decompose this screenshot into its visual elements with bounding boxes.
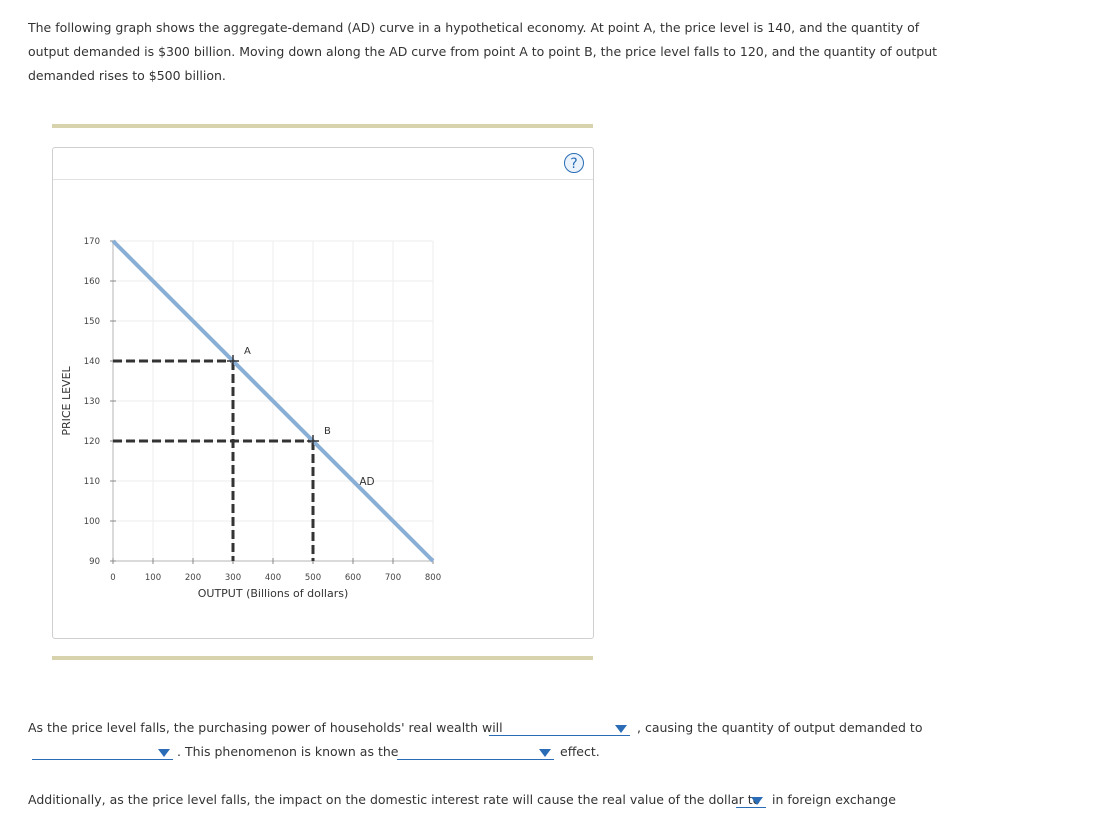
effect-name-dropdown[interactable] (397, 745, 554, 760)
x-tick-label: 200 (184, 573, 202, 583)
x-axis-title: OUTPUT (Billions of dollars) (197, 587, 349, 600)
point-a-label: A (244, 346, 251, 357)
x-tick-label: 300 (224, 573, 242, 583)
x-tick-label: 100 (144, 573, 162, 583)
y-axis-title: PRICE LEVEL (60, 366, 73, 436)
top-divider (52, 124, 593, 128)
x-tick-label: 700 (384, 573, 402, 583)
y-tick-label: 110 (83, 477, 100, 487)
question-line3-text: Additionally, as the price level falls, the impact on the domestic interest rate will cause the real value of the dollar to (28, 792, 761, 807)
output-change-dropdown[interactable] (32, 745, 173, 760)
ad-chart (53, 148, 593, 638)
x-tick-label: 800 (424, 573, 442, 583)
y-tick-label: 170 (83, 237, 100, 247)
y-tick-label: 150 (83, 317, 100, 327)
chevron-down-icon (615, 725, 627, 733)
question-line2-suffix: effect. (560, 744, 600, 759)
question-line2-text: . This phenomenon is known as the (177, 744, 399, 759)
ad-curve-label: AD (359, 476, 375, 488)
chevron-down-icon (539, 749, 551, 757)
wealth-change-dropdown[interactable] (489, 721, 630, 736)
bottom-divider (52, 656, 593, 660)
y-tick-label: 100 (83, 517, 100, 527)
x-tick-label: 500 (304, 573, 322, 583)
dollar-value-dropdown[interactable] (736, 793, 766, 808)
graph-panel (52, 147, 594, 639)
y-tick-label: 140 (83, 357, 100, 367)
y-tick-label: 90 (89, 557, 100, 567)
chevron-down-icon (751, 797, 763, 805)
question-line1-suffix: , causing the quantity of output demanded to (637, 720, 923, 735)
point-b-label: B (324, 426, 331, 437)
y-tick-label: 120 (83, 437, 100, 447)
intro-paragraph: The following graph shows the aggregate-demand (AD) curve in a hypothetical economy. At point A, the price level is 140, and the quantity of output demanded is $300 billion. Moving down along the AD curve from point A to point B, the price level falls to 120, and the quantity of output demanded rises to $500 billion. (28, 20, 938, 83)
x-tick-label: 0 (110, 573, 116, 583)
x-tick-label: 600 (344, 573, 362, 583)
y-tick-label: 130 (83, 397, 100, 407)
question-line3-suffix: in foreign exchange (772, 792, 896, 807)
help-button[interactable]: ? (564, 153, 584, 173)
y-tick-label: 160 (83, 277, 100, 287)
chevron-down-icon (158, 749, 170, 757)
question-line1-text: As the price level falls, the purchasing power of households' real wealth will (28, 720, 503, 735)
x-tick-label: 400 (264, 573, 282, 583)
